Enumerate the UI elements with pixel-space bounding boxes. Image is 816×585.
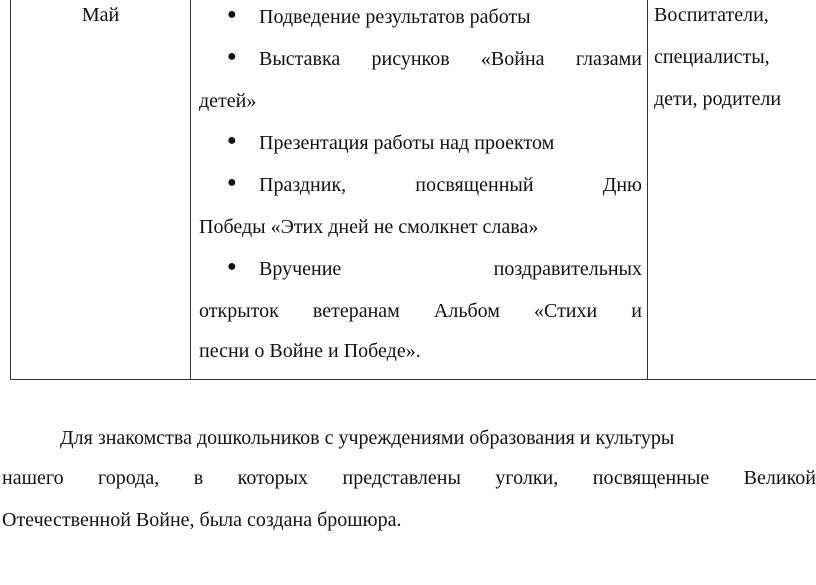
activity-item <box>193 6 642 36</box>
participants-line: Воспитатели, <box>654 4 769 26</box>
activity-text: детей» <box>199 90 257 112</box>
activity-text: Презентация работы над проектом <box>259 132 555 154</box>
activity-continuation <box>193 340 642 370</box>
activity-text: Победы «Этих дней не смолкнет слава» <box>199 216 539 238</box>
bullet-icon: ● <box>227 6 237 23</box>
activity-continuation <box>193 90 642 120</box>
activity-text: Подведение результатов работы <box>259 6 531 28</box>
activity-item <box>193 174 642 204</box>
column-divider-2 <box>647 0 648 379</box>
plan-table <box>10 0 816 380</box>
participants-line: дети, родители <box>654 88 782 110</box>
participants-line: специалисты, <box>654 46 770 68</box>
bullet-icon: ● <box>227 174 237 191</box>
activity-text: Вручение поздравительных <box>259 258 642 280</box>
activity-text: открыток ветеранам Альбом «Стихи и <box>199 300 642 322</box>
bullet-icon: ● <box>227 48 237 65</box>
activity-text: Праздник, посвященный Дню <box>259 174 642 196</box>
activity-continuation <box>193 216 642 246</box>
paragraph-line: Для знакомства дошкольников с учреждениями образования и культуры <box>60 427 675 449</box>
activity-item <box>193 48 642 78</box>
activity-text: Выставка рисунков «Война глазами <box>259 48 642 70</box>
activity-text: песни о Войне и Победе». <box>199 340 421 362</box>
month-cell: Май <box>81 4 120 26</box>
paragraph-line: Отечественной Войне, была создана брошюра. <box>2 509 402 531</box>
paragraph-line: нашего города, в которых представлены уголки, посвященные Великой <box>2 467 816 489</box>
activity-continuation <box>193 300 642 330</box>
column-divider-1 <box>190 0 191 379</box>
activity-item <box>193 258 642 288</box>
activity-item <box>193 132 642 162</box>
bullet-icon: ● <box>227 258 237 275</box>
bullet-icon: ● <box>227 132 237 149</box>
